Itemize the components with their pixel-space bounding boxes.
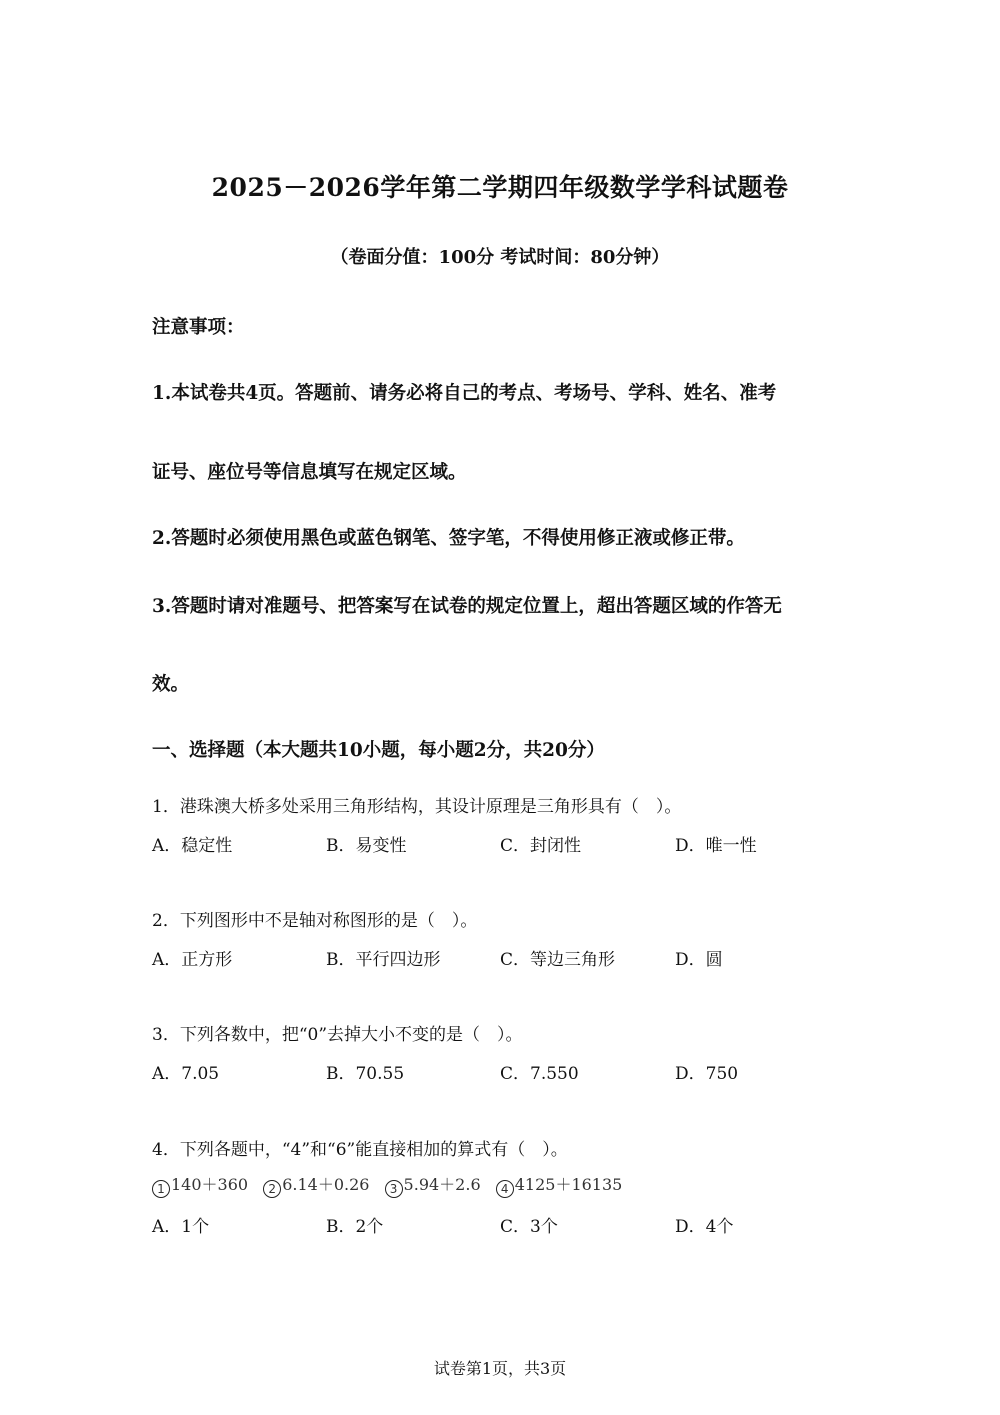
question-stem: 4．下列各题中，“4”和“6”能直接相加的算式有（ ）。	[152, 1140, 568, 1160]
option-a: A．正方形	[152, 950, 233, 970]
formula-expression: 6.14＋0.26	[282, 1175, 370, 1194]
formula-item	[496, 1172, 623, 1198]
option-d: D．圆	[675, 950, 723, 970]
formula-expression: 4125＋16135	[514, 1175, 623, 1194]
option-b: B．2个	[326, 1217, 384, 1237]
notice-line: 1.本试卷共4页。答题前、请务必将自己的考点、考场号、学科、姓名、准考	[152, 383, 777, 404]
question-stem: 3．下列各数中，把“0”去掉大小不变的是（ ）。	[152, 1025, 523, 1045]
section-heading: 一、选择题（本大题共10小题，每小题2分，共20分）	[152, 740, 605, 761]
option-d: D．唯一性	[675, 836, 757, 856]
circled-number: 3	[385, 1180, 403, 1198]
exam-info-subtitle: （卷面分值：100分 考试时间：80分钟）	[330, 247, 670, 268]
option-c: C．3个	[500, 1217, 558, 1237]
notice-line: 2.答题时必须使用黑色或蓝色钢笔、签字笔，不得使用修正液或修正带。	[152, 528, 745, 549]
notice-line: 效。	[152, 674, 190, 695]
formula-list	[152, 1172, 632, 1198]
formula-item	[385, 1172, 481, 1198]
circled-number: 2	[263, 1180, 281, 1198]
formula-item	[152, 1172, 248, 1198]
question-stem: 2．下列图形中不是轴对称图形的是（ ）。	[152, 911, 478, 931]
option-b: B．70.55	[326, 1064, 405, 1084]
circled-number: 1	[152, 1180, 170, 1198]
option-c: C．封闭性	[500, 836, 582, 856]
notice-line: 3.答题时请对准题号、把答案写在试卷的规定位置上，超出答题区域的作答无	[152, 596, 782, 617]
option-d: D．4个	[675, 1217, 734, 1237]
formula-expression: 5.94＋2.6	[403, 1175, 481, 1194]
option-a: A．稳定性	[152, 836, 233, 856]
notice-line: 证号、座位号等信息填写在规定区域。	[152, 462, 467, 483]
formula-expression: 140＋360	[171, 1175, 249, 1194]
page-footer: 试卷第1页，共3页	[433, 1359, 567, 1378]
page-title: 2025－2026学年第二学期四年级数学学科试题卷	[211, 173, 789, 202]
option-b: B．平行四边形	[326, 950, 441, 970]
formula-item	[263, 1172, 369, 1198]
option-c: C．7.550	[500, 1064, 579, 1084]
option-d: D．750	[675, 1064, 739, 1084]
circled-number: 4	[496, 1180, 514, 1198]
option-b: B．易变性	[326, 836, 407, 856]
question-stem: 1．港珠澳大桥多处采用三角形结构，其设计原理是三角形具有（ ）。	[152, 797, 682, 817]
option-c: C．等边三角形	[500, 950, 616, 970]
notice-heading: 注意事项：	[152, 317, 245, 338]
option-a: A．7.05	[152, 1064, 220, 1084]
option-a: A．1个	[152, 1217, 210, 1237]
